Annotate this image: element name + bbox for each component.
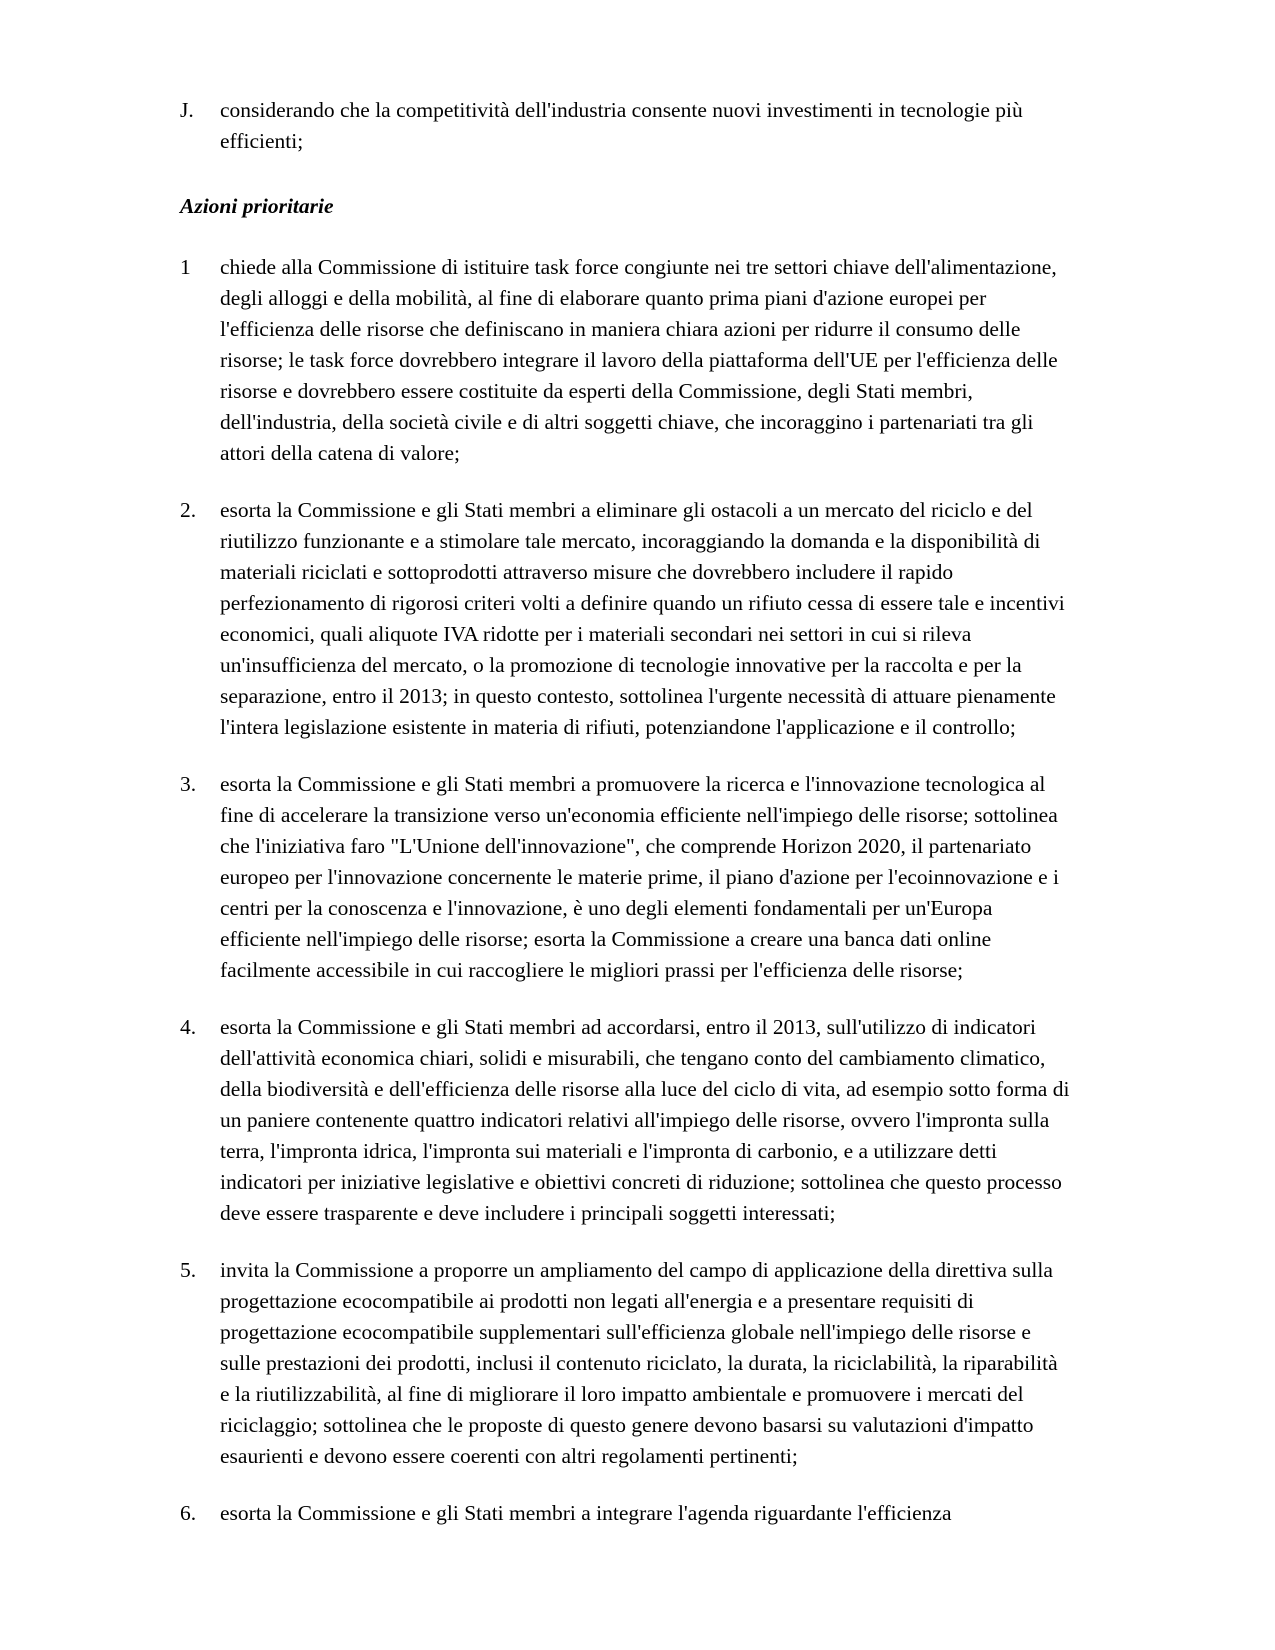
- list-item-text: esorta la Commissione e gli Stati membri a promuovere la ricerca e l'innovazione tecnologica al fine di accelerare la transizione verso un'economia efficiente nell'impiego delle risorse; sottolinea che l'iniziativa faro "L'Unione dell'innovazione", che comprende Horizon 2020, il partenariato europeo per l'innovazione concernente le materie prime, il piano d'azione per l'ecoinnovazione e i centri per la conoscenza e l'innovazione, è uno degli elementi fondamentali per un'Europa efficiente nell'impiego delle risorse; esorta la Commissione a creare una banca dati online facilmente accessibile in cui raccogliere le migliori prassi per l'efficienza delle risorse;: [220, 772, 1060, 982]
- list-item: [180, 1498, 1070, 1529]
- list-item-text: considerando che la competitività dell'industria consente nuovi investimenti in tecnologie più efficienti;: [220, 98, 1023, 153]
- list-item-text: esorta la Commissione e gli Stati membri a integrare l'agenda riguardante l'efficienza: [220, 1501, 952, 1525]
- list-item-marker: 3.: [180, 772, 197, 796]
- document-body: [180, 95, 1070, 1529]
- section-heading: Azioni prioritarie: [180, 194, 334, 218]
- list-item-marker: 4.: [180, 1015, 197, 1039]
- list-item: [180, 769, 1070, 986]
- list-item-marker: 1: [180, 255, 191, 279]
- list-item: [180, 252, 1070, 469]
- list-item: [180, 1012, 1070, 1229]
- list-item-marker: J.: [180, 98, 194, 122]
- list-item-text: esorta la Commissione e gli Stati membri ad accordarsi, entro il 2013, sull'utilizzo di indicatori dell'attività economica chiari, solidi e misurabili, che tengano conto del cambiamento climatico, della biodiversità e dell'efficienza delle risorse alla luce del ciclo di vita, ad esempio sotto forma di un paniere contenente quattro indicatori relativi all'impiego delle risorse, ovvero l'impronta sulla terra, l'impronta idrica, l'impronta sui materiali e l'impronta di carbonio, e a utilizzare detti indicatori per iniziative legislative e obiettivi concreti di riduzione; sottolinea che questo processo deve essere trasparente e deve includere i principali soggetti interessati;: [220, 1015, 1070, 1225]
- list-item-marker: 5.: [180, 1258, 197, 1282]
- list-item-marker: 2.: [180, 498, 197, 522]
- section-heading-block: [180, 191, 1070, 222]
- list-item: [180, 95, 1070, 157]
- list-item: [180, 495, 1070, 743]
- list-item-marker: 6.: [180, 1501, 197, 1525]
- list-item: [180, 1255, 1070, 1472]
- list-item-text: chiede alla Commissione di istituire task force congiunte nei tre settori chiave dell'alimentazione, degli alloggi e della mobilità, al fine di elaborare quanto prima piani d'azione europei per l'efficienza delle risorse che definiscano in maniera chiara azioni per ridurre il consumo delle risorse; le task force dovrebbero integrare il lavoro della piattaforma dell'UE per l'efficienza delle risorse e dovrebbero essere costituite da esperti della Commissione, degli Stati membri, dell'industria, della società civile e di altri soggetti chiave, che incoraggino i partenariati tra gli attori della catena di valore;: [220, 255, 1058, 465]
- list-item-text: invita la Commissione a proporre un ampliamento del campo di applicazione della direttiva sulla progettazione ecocompatibile ai prodotti non legati all'energia e a presentare requisiti di progettazione ecocompatibile supplementari sull'efficienza globale nell'impiego delle risorse e sulle prestazioni dei prodotti, inclusi il contenuto riciclato, la durata, la riciclabilità, la riparabilità e la riutilizzabilità, al fine di migliorare il loro impatto ambientale e promuovere i mercati del riciclaggio; sottolinea che le proposte di questo genere devono basarsi su valutazioni d'impatto esaurienti e devono essere coerenti con altri regolamenti pertinenti;: [220, 1258, 1058, 1468]
- list-item-text: esorta la Commissione e gli Stati membri a eliminare gli ostacoli a un mercato del riciclo e del riutilizzo funzionante e a stimolare tale mercato, incoraggiando la domanda e la disponibilità di materiali riciclati e sottoprodotti attraverso misure che dovrebbero includere il rapido perfezionamento di rigorosi criteri volti a definire quando un rifiuto cessa di essere tale e incentivi economici, quali aliquote IVA ridotte per i materiali secondari nei settori in cui si rileva un'insufficienza del mercato, o la promozione di tecnologie innovative per la raccolta e per la separazione, entro il 2013; in questo contesto, sottolinea l'urgente necessità di attuare pienamente l'intera legislazione esistente in materia di rifiuti, potenziandone l'applicazione e il controllo;: [220, 498, 1065, 739]
